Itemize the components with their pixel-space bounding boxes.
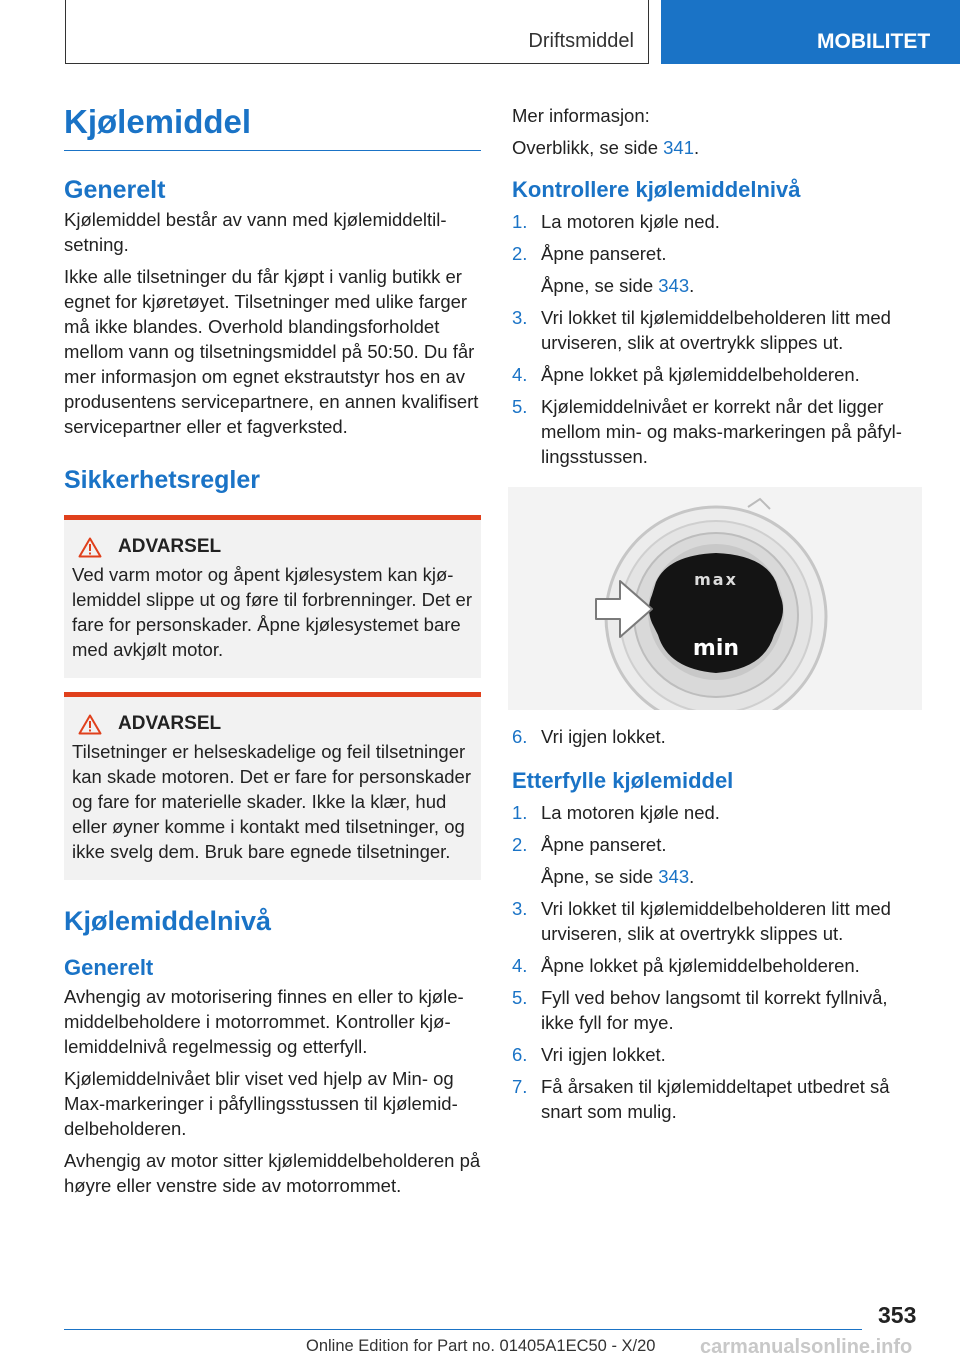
step-text: Vri lokket til kjølemiddelbeholderen litt med urviseren, slik at overtrykk slippes ut.	[541, 898, 891, 944]
more-info-label: Mer informasjon:	[512, 105, 650, 126]
warning-text: Tilsetninger er helseskadelige og feil tilsetninger kan skade motoren. Det er fare for personskader og fare for materielle skader. Ikke la klær, hud eller øyner komme i kontakt med tilsetninger, og ikke svelg dem. Bruk bare egnede tilsetninger.	[72, 741, 471, 862]
level-paragraph-1: Avhengig av motorisering finnes en eller to kjølemiddelbeholdere i motorrommet. Kontroller kjølemiddelnivå regelmessig og etterfyll.	[64, 986, 464, 1057]
right-column	[512, 103, 924, 1131]
step-text: Åpne panseret.	[541, 243, 667, 264]
page-link[interactable]: 343	[658, 866, 690, 887]
left-column	[64, 100, 481, 1198]
warning-triangle-icon	[78, 537, 102, 558]
step-text: La motoren kjøle ned.	[541, 802, 720, 823]
page-link[interactable]: 343	[658, 275, 690, 296]
step-text: Vri igjen lokket.	[541, 1044, 666, 1065]
coolant-cap-figure	[508, 487, 922, 710]
list-item	[512, 241, 924, 298]
generelt-paragraph-1: Kjølemiddel består av vann med kjølemiddeltilsetning.	[64, 209, 447, 255]
level-paragraph-2: Kjølemiddelnivået blir viset ved hjelp av Min- og Max-markeringer i påfyllingsstussen til kjølemiddelbeholderen.	[64, 1068, 458, 1139]
generelt-paragraph-2: Ikke alle tilsetninger du får kjøpt i vanlig butikk er egnet for kjøretøyet. Tilsetninger med ulike farger må ikke blandes. Overhold blandingsforholdet mellom vann og tilsetningsmiddel på 50:50. Du får mer informasjon om egnet ekstrautstyr hos en av produsentens servicepartnere, en annen kvalifisert servicepartner eller et fagverksted.	[64, 266, 479, 437]
list-item	[512, 832, 924, 889]
step-text: Åpne panseret.	[541, 834, 667, 855]
page-number: 353	[878, 1302, 917, 1328]
step-number: 2.	[512, 243, 528, 264]
safety-heading: Sikkerhetsregler	[64, 466, 260, 494]
list-item	[512, 896, 924, 946]
step-text: Vri igjen lokket.	[541, 726, 666, 747]
warning-label: ADVARSEL	[118, 536, 222, 557]
warning-label: ADVARSEL	[118, 713, 222, 734]
step-number: 7.	[512, 1076, 528, 1097]
check-steps-list	[512, 209, 924, 469]
step-text: Åpne lokket på kjølemiddelbeholderen.	[541, 364, 860, 385]
header-section-box	[65, 0, 649, 64]
step-number: 6.	[512, 1044, 528, 1065]
header-chapter-tab[interactable]: MOBILITET	[661, 0, 960, 64]
generelt-heading: Generelt	[64, 176, 166, 204]
list-item	[512, 953, 924, 978]
list-item	[512, 724, 924, 749]
list-item	[512, 1074, 924, 1124]
level-subheading: Generelt	[64, 955, 154, 980]
step-number: 2.	[512, 834, 528, 855]
header-section-title: Driftsmiddel	[528, 30, 634, 52]
warning-triangle-icon	[78, 714, 102, 735]
list-item	[512, 394, 924, 469]
refill-heading: Etterfylle kjølemiddel	[512, 768, 734, 793]
check-steps-list-continued	[512, 724, 924, 749]
step-subtext: Åpne, se side 343.	[541, 866, 695, 887]
list-item	[512, 362, 924, 387]
refill-steps-list	[512, 800, 924, 1124]
watermark: carmanualsonline.info	[700, 1336, 913, 1358]
step-number: 4.	[512, 955, 528, 976]
step-number: 1.	[512, 802, 528, 823]
list-item	[512, 305, 924, 355]
step-number: 5.	[512, 396, 528, 417]
step-subtext: Åpne, se side 343.	[541, 275, 695, 296]
footer-edition: Online Edition for Part no. 01405A1EC50 - X/20	[306, 1337, 656, 1355]
min-label: min	[692, 636, 740, 661]
footer-divider	[64, 1329, 862, 1330]
step-number: 4.	[512, 364, 528, 385]
overview-reference	[512, 135, 924, 160]
step-number: 6.	[512, 726, 528, 747]
check-heading: Kontrollere kjølemiddelnivå	[512, 177, 801, 202]
overview-period: .	[694, 137, 700, 158]
step-text: Få årsaken til kjølemiddeltapet utbedret så snart som mulig.	[541, 1076, 890, 1122]
overview-prefix: Overblikk, se side	[512, 137, 664, 158]
coolant-filler-neck-illustration	[508, 487, 922, 710]
warning-box-2	[64, 692, 481, 880]
level-heading: Kjølemiddelnivå	[64, 906, 272, 936]
warning-text: Ved varm motor og åpent kjølesystem kan kjølemiddel slippe ut og føre til forbrenninger. Det er fare for personskader. Åpne kjølesystemet bare med avkjølt motor.	[72, 564, 473, 660]
list-item	[512, 985, 924, 1035]
page-title: Kjølemiddel	[64, 100, 481, 151]
step-text: Åpne lokket på kjølemiddelbeholderen.	[541, 955, 860, 976]
overview-page-link[interactable]: 341	[663, 137, 695, 158]
step-number: 5.	[512, 987, 528, 1008]
step-text: Kjølemiddelnivået er korrekt når det ligger mellom min- og maks-markeringen på påfyllingsstussen.	[541, 396, 902, 467]
warning-header	[78, 713, 473, 735]
step-number: 3.	[512, 307, 528, 328]
step-number: 3.	[512, 898, 528, 919]
step-text: La motoren kjøle ned.	[541, 211, 720, 232]
step-number: 1.	[512, 211, 528, 232]
list-item	[512, 209, 924, 234]
step-text: Vri lokket til kjølemiddelbeholderen litt med urviseren, slik at overtrykk slippes ut.	[541, 307, 891, 353]
step-text: Fyll ved behov langsomt til korrekt fyllnivå, ikke fyll for mye.	[541, 987, 888, 1033]
list-item	[512, 800, 924, 825]
max-label: max	[694, 570, 738, 589]
list-item	[512, 1042, 924, 1067]
warning-header	[78, 536, 473, 558]
level-paragraph-3: Avhengig av motor sitter kjølemiddelbeholderen på høyre eller venstre side av motorrommet.	[64, 1150, 481, 1196]
warning-box-1	[64, 515, 481, 678]
